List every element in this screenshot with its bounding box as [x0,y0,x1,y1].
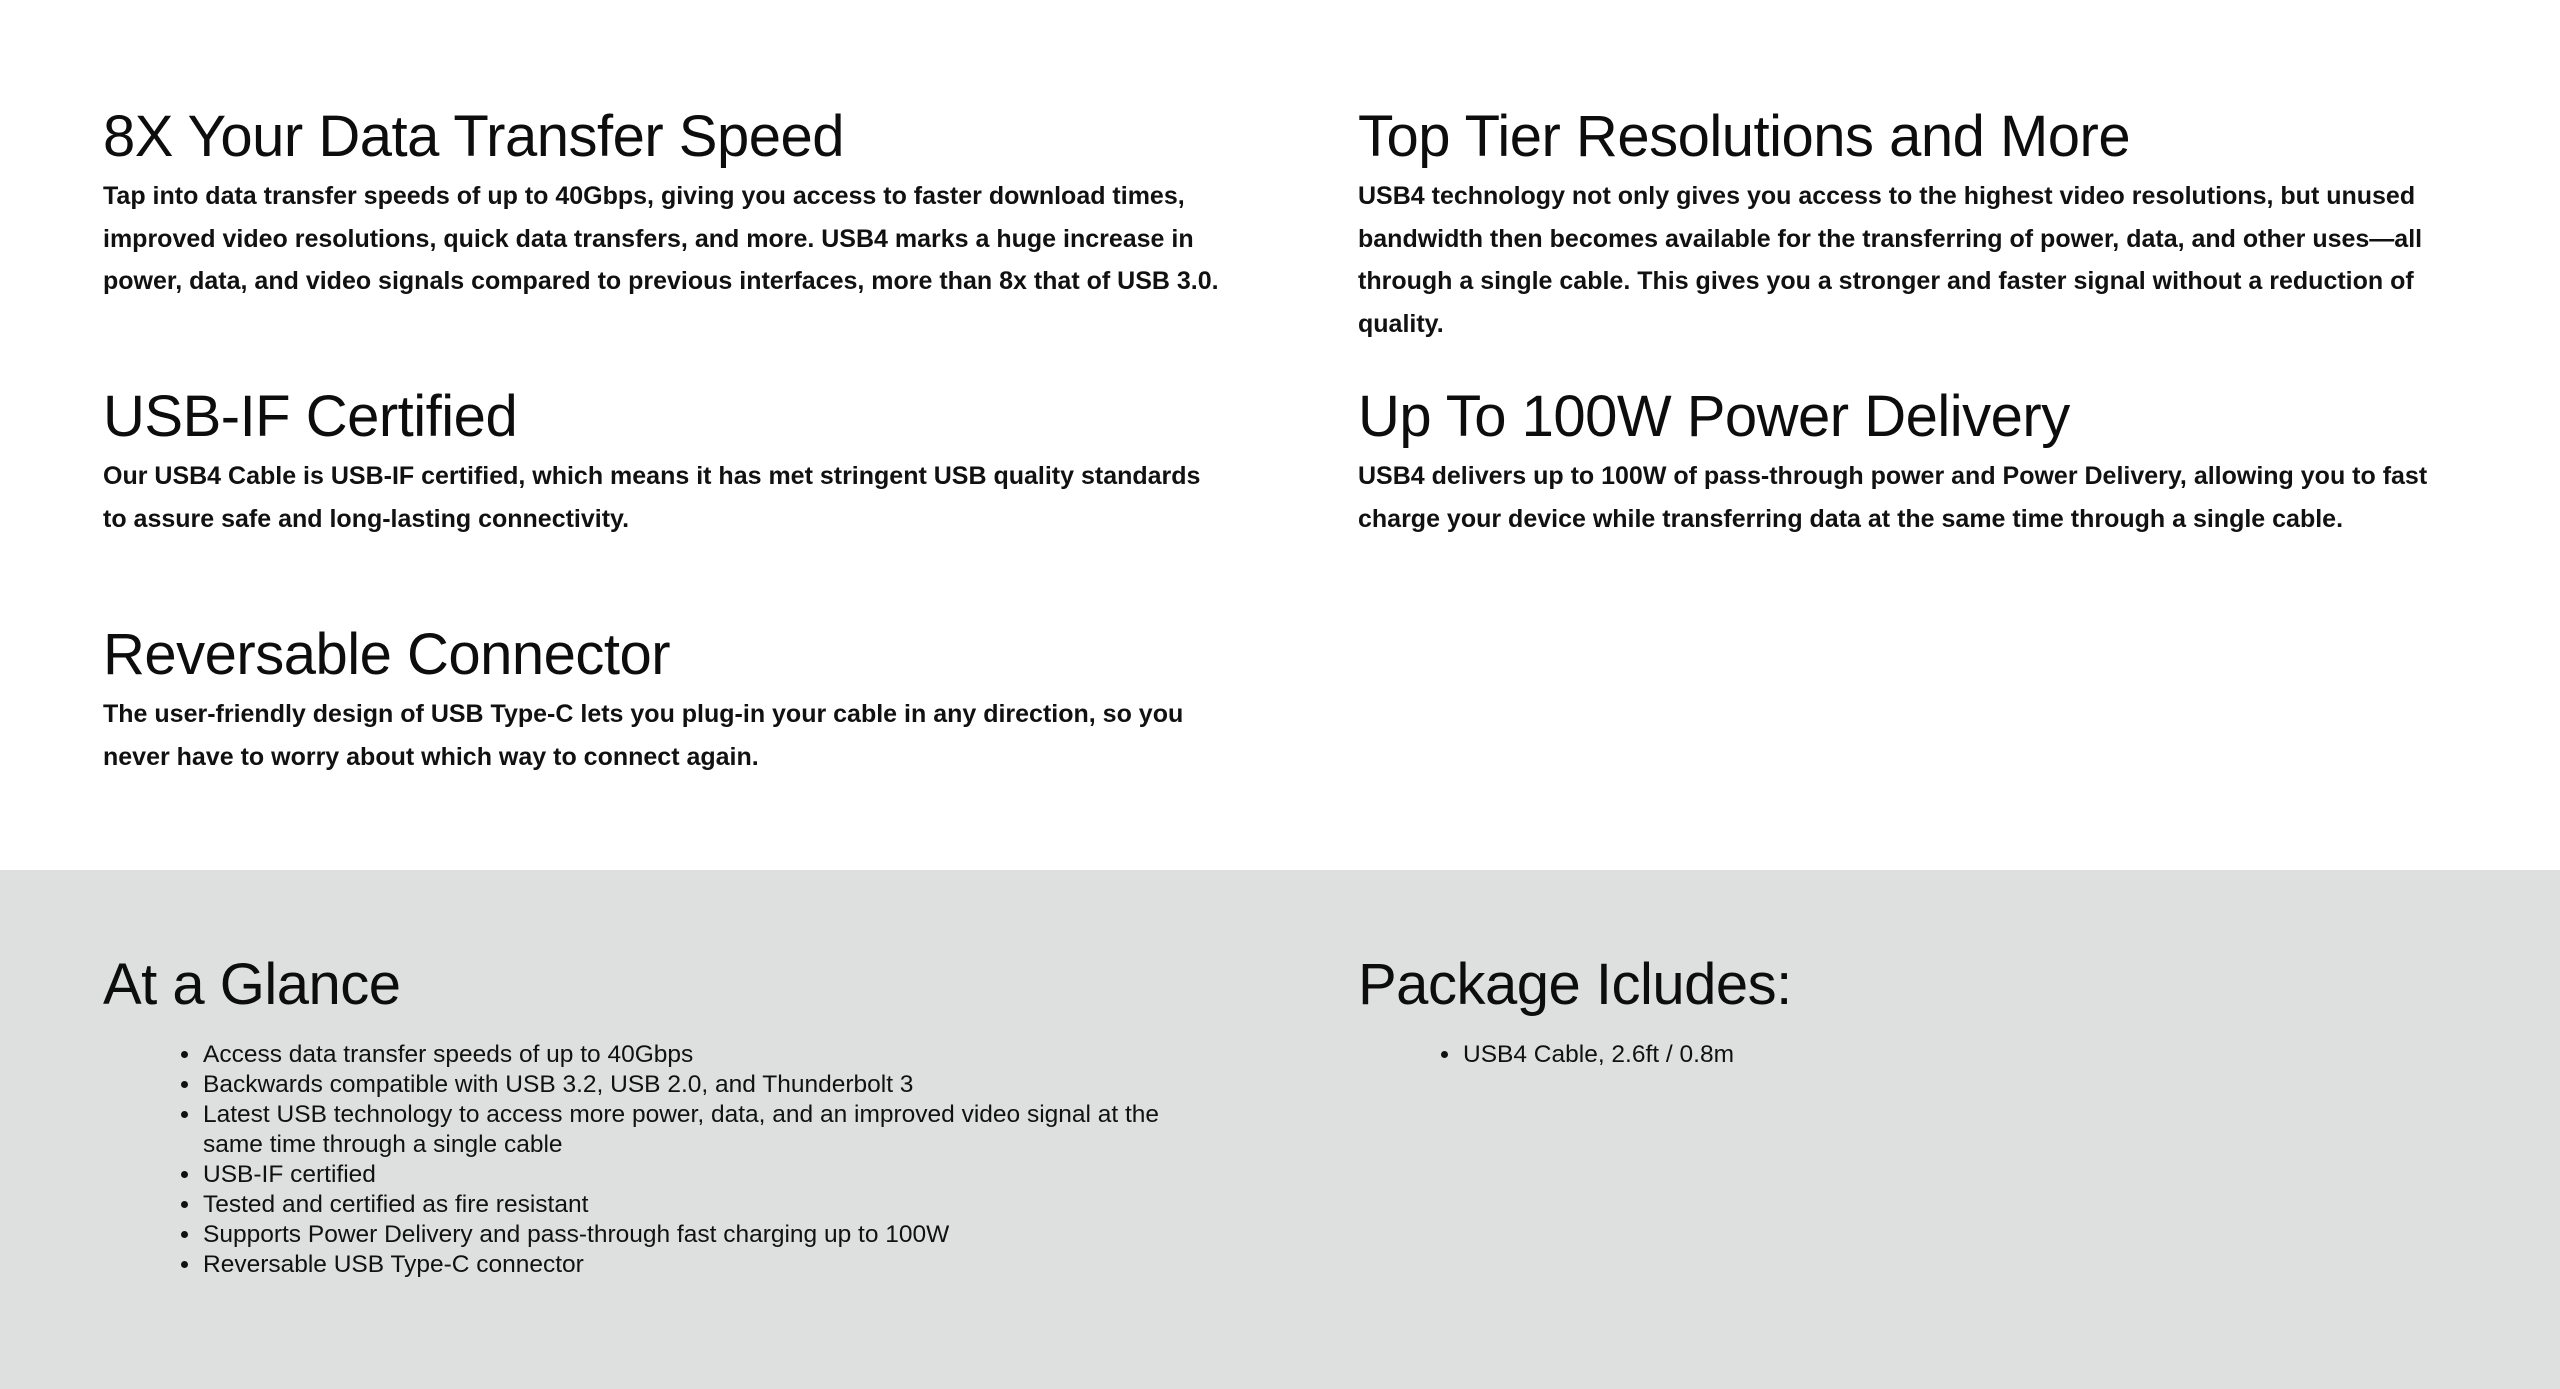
feature-data-transfer [103,105,1223,303]
feature-power-delivery [1358,385,2468,540]
specs-section [0,870,2560,1389]
feature-description: USB4 delivers up to 100W of pass-through power and Power Delivery, allowing you to fast charge your device while transferring data at the same time through a single cable. [1358,462,2428,533]
feature-description: The user-friendly design of USB Type-C lets you plug-in your cable in any direction, so you never have to worry about which way to connect again. [103,700,1184,771]
list-item: • Tested and certified as fire resistant [202,1190,1202,1220]
at-a-glance-title: At a Glance [103,952,401,1017]
feature-title: Top Tier Resolutions and More [1358,104,2131,169]
feature-title: Up To 100W Power Delivery [1358,384,2070,449]
package-includes-title: Package Icludes: [1358,952,1792,1017]
feature-resolutions [1358,105,2468,345]
feature-description: USB4 technology not only gives you access to the highest video resolutions, but unused bandwidth then becomes available for the transferring of power, data, and other uses—all through a single cable. This gives you a stronger and faster signal without a reduction of quality. [1358,182,2423,338]
package-includes [1358,950,2478,1070]
list-item: • Reversable USB Type-C connector [202,1250,1202,1280]
list-item: • Supports Power Delivery and pass-through fast charging up to 100W [202,1220,1202,1250]
feature-title: Reversable Connector [103,622,671,687]
at-a-glance [103,950,1223,1280]
list-item: • USB4 Cable, 2.6ft / 0.8m [1462,1040,2478,1070]
list-item: • Latest USB technology to access more power, data, and an improved video signal at the same time through a single cable [202,1100,1202,1160]
at-a-glance-list [103,1040,1202,1280]
list-item: • USB-IF certified [202,1160,1202,1190]
feature-description: Tap into data transfer speeds of up to 40Gbps, giving you access to faster download times, improved video resolutions, quick data transfers, and more. USB4 marks a huge increase in power, data, and video signals compared to previous interfaces, more than 8x that of USB 3.0. [103,182,1219,295]
list-item: • Access data transfer speeds of up to 40Gbps [202,1040,1202,1070]
feature-title: 8X Your Data Transfer Speed [103,104,845,169]
package-includes-list [1358,1040,2478,1070]
feature-description: Our USB4 Cable is USB-IF certified, which means it has met stringent USB quality standards to assure safe and long-lasting connectivity. [103,462,1201,533]
feature-reversable-connector [103,623,1213,778]
feature-title: USB-IF Certified [103,384,518,449]
feature-usb-if-certified [103,385,1213,540]
list-item: • Backwards compatible with USB 3.2, USB 2.0, and Thunderbolt 3 [202,1070,1202,1100]
